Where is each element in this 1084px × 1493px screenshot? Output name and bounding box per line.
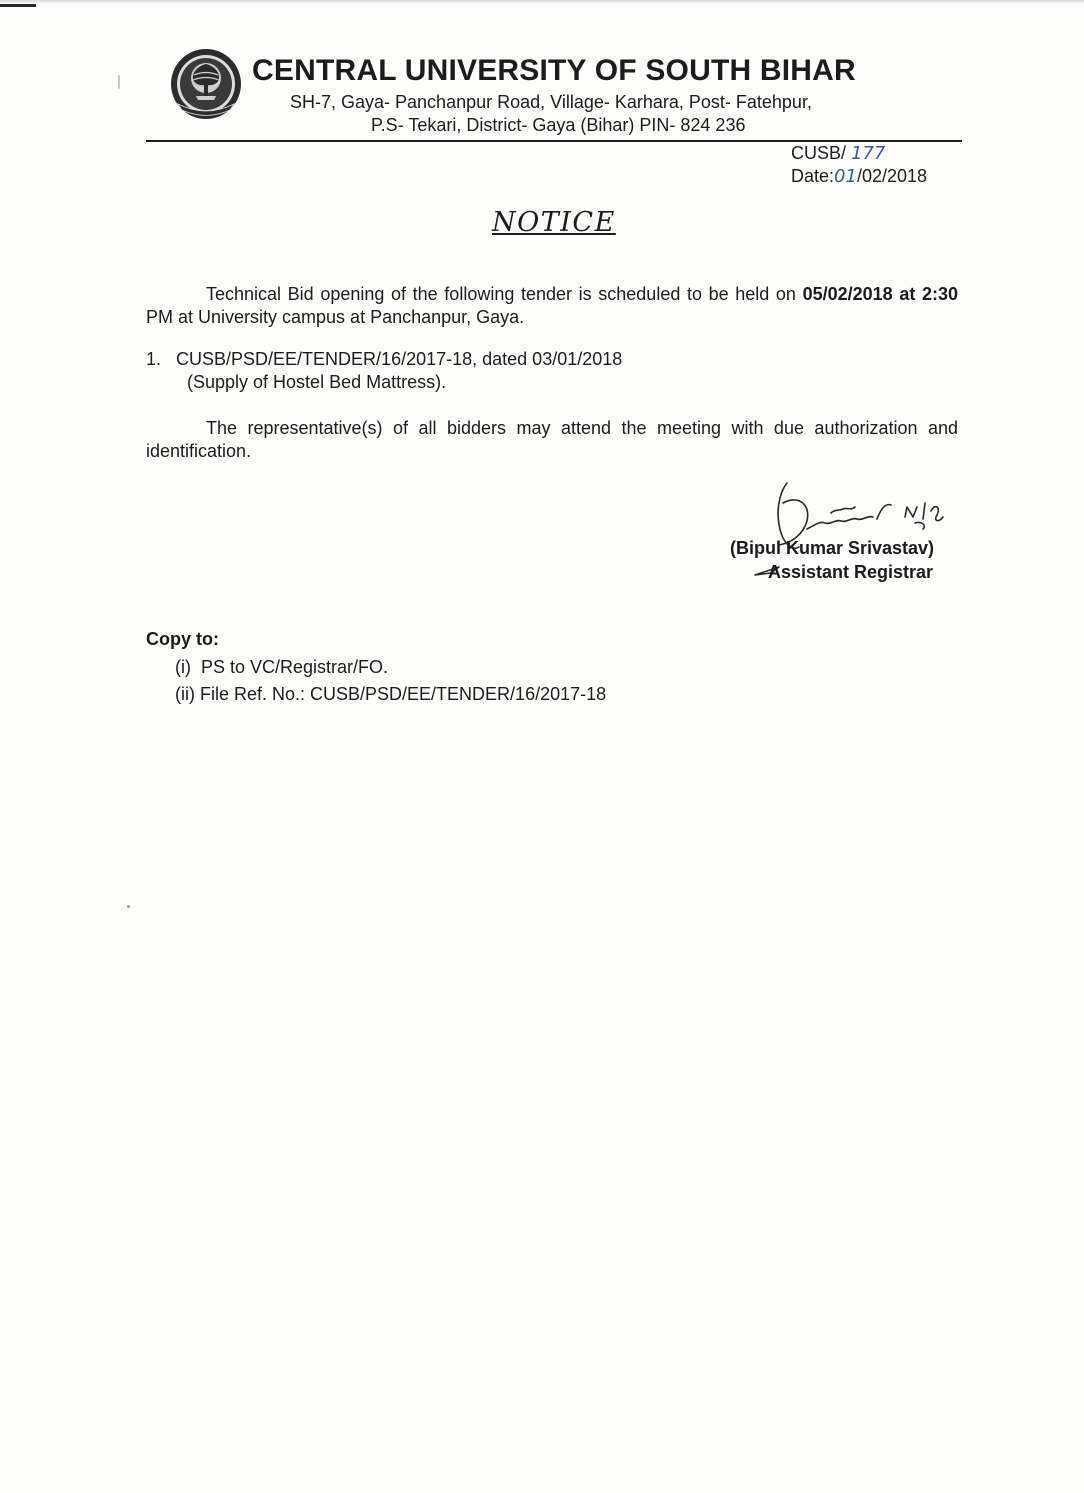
notice-paragraph-2: The representative(s) of all bidders may attend the meeting with due authorization and identification. xyxy=(146,418,958,461)
date-label: Date: xyxy=(791,166,835,186)
date-handwritten-day: 01 xyxy=(834,166,857,187)
address-line-1: SH-7, Gaya- Panchanpur Road, Village- Karhara, Post- Fatehpur, xyxy=(290,92,812,112)
university-name: CENTRAL UNIVERSITY OF SOUTH BIHAR xyxy=(252,54,856,87)
tender-item-description: (Supply of Hostel Bed Mattress). xyxy=(187,372,447,392)
notice-date xyxy=(791,166,927,187)
tender-item: 1. CUSB/PSD/EE/TENDER/16/2017-18, dated 03/01/2018 xyxy=(146,349,623,369)
notice-paragraph-1 xyxy=(146,283,958,329)
scan-speck xyxy=(118,75,120,89)
opening-date: 05/02/2018 xyxy=(802,284,893,304)
scan-speck xyxy=(127,905,130,908)
para1-text: Technical Bid opening of the following tender is scheduled to be held on xyxy=(206,284,803,304)
address-line-2: P.S- Tekari, District- Gaya (Bihar) PIN- 824 236 xyxy=(371,115,746,135)
university-seal-icon xyxy=(170,48,242,120)
copy-to-item: (i) PS to VC/Registrar/FO. xyxy=(175,657,389,677)
signatory-name: (Bipul Kumar Srivastav) xyxy=(730,538,935,558)
signatory-designation: Assistant Registrar xyxy=(768,562,934,582)
opening-time: at 2:30 xyxy=(899,284,958,304)
notice-title: NOTICE xyxy=(492,207,616,238)
scan-edge xyxy=(0,0,1084,4)
date-rest: /02/2018 xyxy=(856,166,928,186)
reference-handwritten-number: 177 xyxy=(851,143,886,164)
copy-to-item: (ii) File Ref. No.: CUSB/PSD/EE/TENDER/16/2017-18 xyxy=(175,684,607,704)
copy-to-label: Copy to: xyxy=(146,629,219,649)
para1-text-end: PM at University campus at Panchanpur, Gaya. xyxy=(146,307,525,327)
header-divider xyxy=(146,140,962,142)
reference-prefix: CUSB/ xyxy=(791,143,847,163)
reference-number xyxy=(791,143,885,164)
scan-mark xyxy=(0,4,36,7)
